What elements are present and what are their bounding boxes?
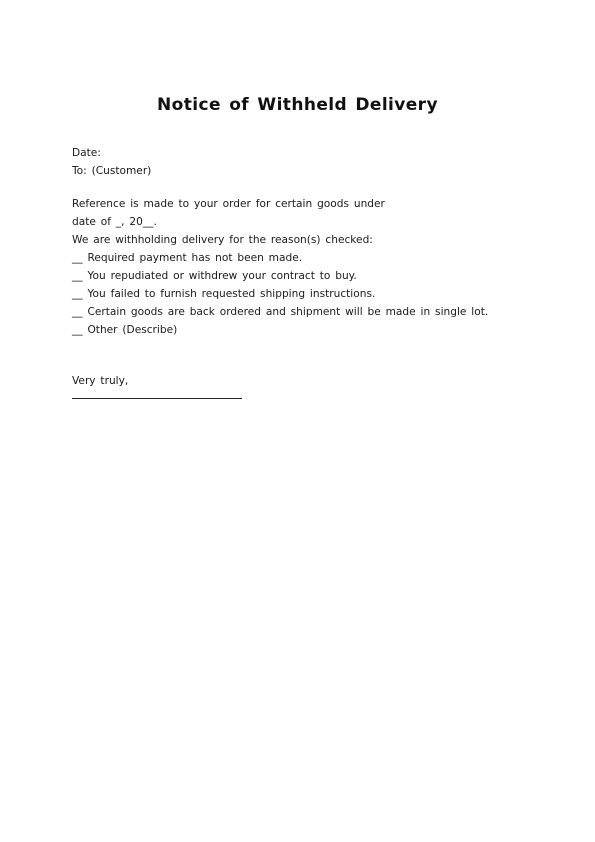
- reason-item-payment: __ Required payment has not been made.: [72, 252, 303, 264]
- signature-block: [72, 372, 242, 400]
- reference-line: Reference is made to your order for certain goods under: [72, 198, 385, 210]
- order-date-line: date of _, 20__.: [72, 216, 157, 228]
- reason-item-other: __ Other (Describe): [72, 324, 178, 336]
- reason-item-back-ordered: __ Certain goods are back ordered and shipment will be made in single lot.: [72, 306, 489, 318]
- document-title: Notice of Withheld Delivery: [157, 95, 438, 115]
- reason-item-shipping-instructions: __ You failed to furnish requested shipping instructions.: [72, 288, 376, 300]
- signature-line: [72, 398, 242, 400]
- date-label: Date:: [72, 147, 101, 159]
- closing-line: Very truly,: [72, 375, 129, 387]
- reason-item-repudiated: __ You repudiated or withdrew your contract to buy.: [72, 270, 357, 282]
- recipient-line: To: (Customer): [72, 165, 152, 177]
- withholding-intro-line: We are withholding delivery for the reason(s) checked:: [72, 234, 373, 246]
- notice-body: [72, 195, 488, 339]
- header-block: [72, 144, 151, 180]
